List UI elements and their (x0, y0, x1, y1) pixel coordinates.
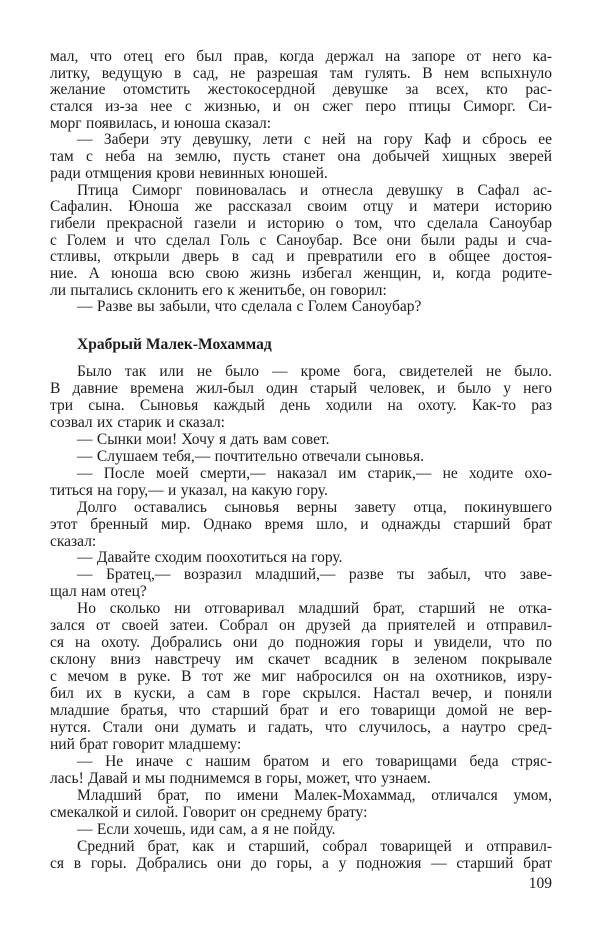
text-line: морг появилась, и юноша сказал: (50, 114, 272, 132)
text-line: с мечом в руке. В тот же миг набросился он на охотников, изру- (50, 668, 552, 686)
text-line: стливы, открыли дверь в сад и превратили его в общее достоя- (50, 248, 552, 266)
text-line: ради отмщения крови невинных юношей. (50, 164, 328, 182)
story-title: Храбрый Малек-Мохаммад (77, 336, 272, 353)
text-line: щал нам отец? (50, 583, 147, 601)
text-line: — Разве вы забыли, что сделала с Голем Саноубар? (77, 298, 422, 316)
text-line: — Сынки мои! Хочу я дать вам совет. (77, 430, 330, 448)
text-line: литку, ведущую в сад, не разрешая там гулять. В нем вспыхнуло (50, 64, 552, 82)
text-line: смекалкой и силой. Говорит он среднему брату: (50, 803, 368, 821)
page-number: 109 (528, 875, 552, 892)
text-line: В давние времена жил-был один старый человек, и было у него (50, 379, 552, 397)
text-line: ся в горы. Добрались они до горы, а у подножия — старший брат (50, 854, 552, 872)
text-line: там с неба на землю, пусть станет она добычей хищных зверей (50, 148, 552, 166)
text-line: ний брат говорит младшему: (50, 735, 242, 753)
text-line: — Если хочешь, иди сам, а я не пойду. (77, 820, 336, 838)
text-line: ние. А юноша всю свою жизнь избегал женщин, и, когда родите- (50, 264, 552, 282)
text-block-previous-story (50, 49, 552, 316)
text-line: стался из-за нее с жизнью, и он сжег перо птицы Симорг. Си- (50, 98, 552, 116)
text-line: Сафалин. Юноша же рассказал своим отцу и матери историю (50, 198, 552, 216)
text-line: ся на охоту. Добрались они до подножия горы и увидели, что по (50, 634, 552, 652)
text-line: Младший брат, по имени Малек-Мохаммад, отличался умом, (77, 786, 552, 804)
text-line: бил их в куски, а сам в горе скрылся. Настал вечер, и поняли (50, 685, 552, 703)
text-line: — Не иначе с нашим братом и его товарищами беда стряс- (77, 752, 552, 770)
text-block-story (50, 364, 552, 873)
text-line: — Братец,— возразил младший,— разве ты забыл, что заве- (77, 566, 552, 584)
text-line: — После моей смерти,— наказал им старик,— не ходите охо- (77, 464, 552, 482)
text-line: Но сколько ни отговаривал младший брат, старший не отка- (77, 600, 552, 618)
text-line: зался от своей затеи. Собрал он друзей да приятелей и отправил- (50, 617, 552, 635)
text-line: Долго оставались сыновья верны завету отца, покинувшего (77, 498, 552, 516)
text-line: — Давайте сходим поохотиться на гору. (77, 549, 343, 567)
text-line: титься на гору,— и указал, на какую гору. (50, 481, 328, 499)
text-line: младшие братья, что старший брат и его товарищи домой не вер- (50, 702, 552, 720)
text-line: созвал их старик и сказал: (50, 413, 225, 431)
text-line: склону вниз навстречу им скачет всадник в зеленом покрывале (50, 651, 552, 669)
text-line: с Голем и что сделал Голь с Саноубар. Все они были рады и сча- (50, 231, 552, 249)
text-line: Птица Симорг повиновалась и отнесла девушку в Сафал ас- (77, 181, 552, 199)
text-line: Средний брат, как и старший, собрал товарищей и отправил- (77, 837, 552, 855)
text-line: желание отомстить жестокосердной девушке за всех, кто рас- (50, 81, 552, 99)
text-line: гибели прекрасной газели и историю о том, что сделала Саноубар (50, 214, 552, 232)
text-line: мал, что отец его был прав, когда держал на запоре от него ка- (50, 48, 552, 65)
text-line: сказал: (50, 532, 97, 550)
text-line: три сына. Сыновья каждый день ходили на охоту. Как-то раз (50, 396, 552, 414)
text-line: — Слушаем тебя,— почтительно отвечали сыновья. (77, 447, 424, 465)
text-line: этот бренный мир. Однако время шло, и однажды старший брат (50, 515, 552, 533)
text-line: лась! Давай и мы поднимемся в горы, может, что узнаем. (50, 769, 431, 787)
text-line: — Забери эту девушку, лети с ней на гору Каф и сбрось ее (77, 131, 552, 149)
text-line: ли пытались склонить его к женитьбе, он говорил: (50, 281, 387, 299)
text-line: Было так или не было — кроме бога, свидетелей не было. (77, 363, 552, 380)
text-line: нутся. Стали они думать и гадать, что случилось, а наутро сред- (50, 719, 552, 737)
